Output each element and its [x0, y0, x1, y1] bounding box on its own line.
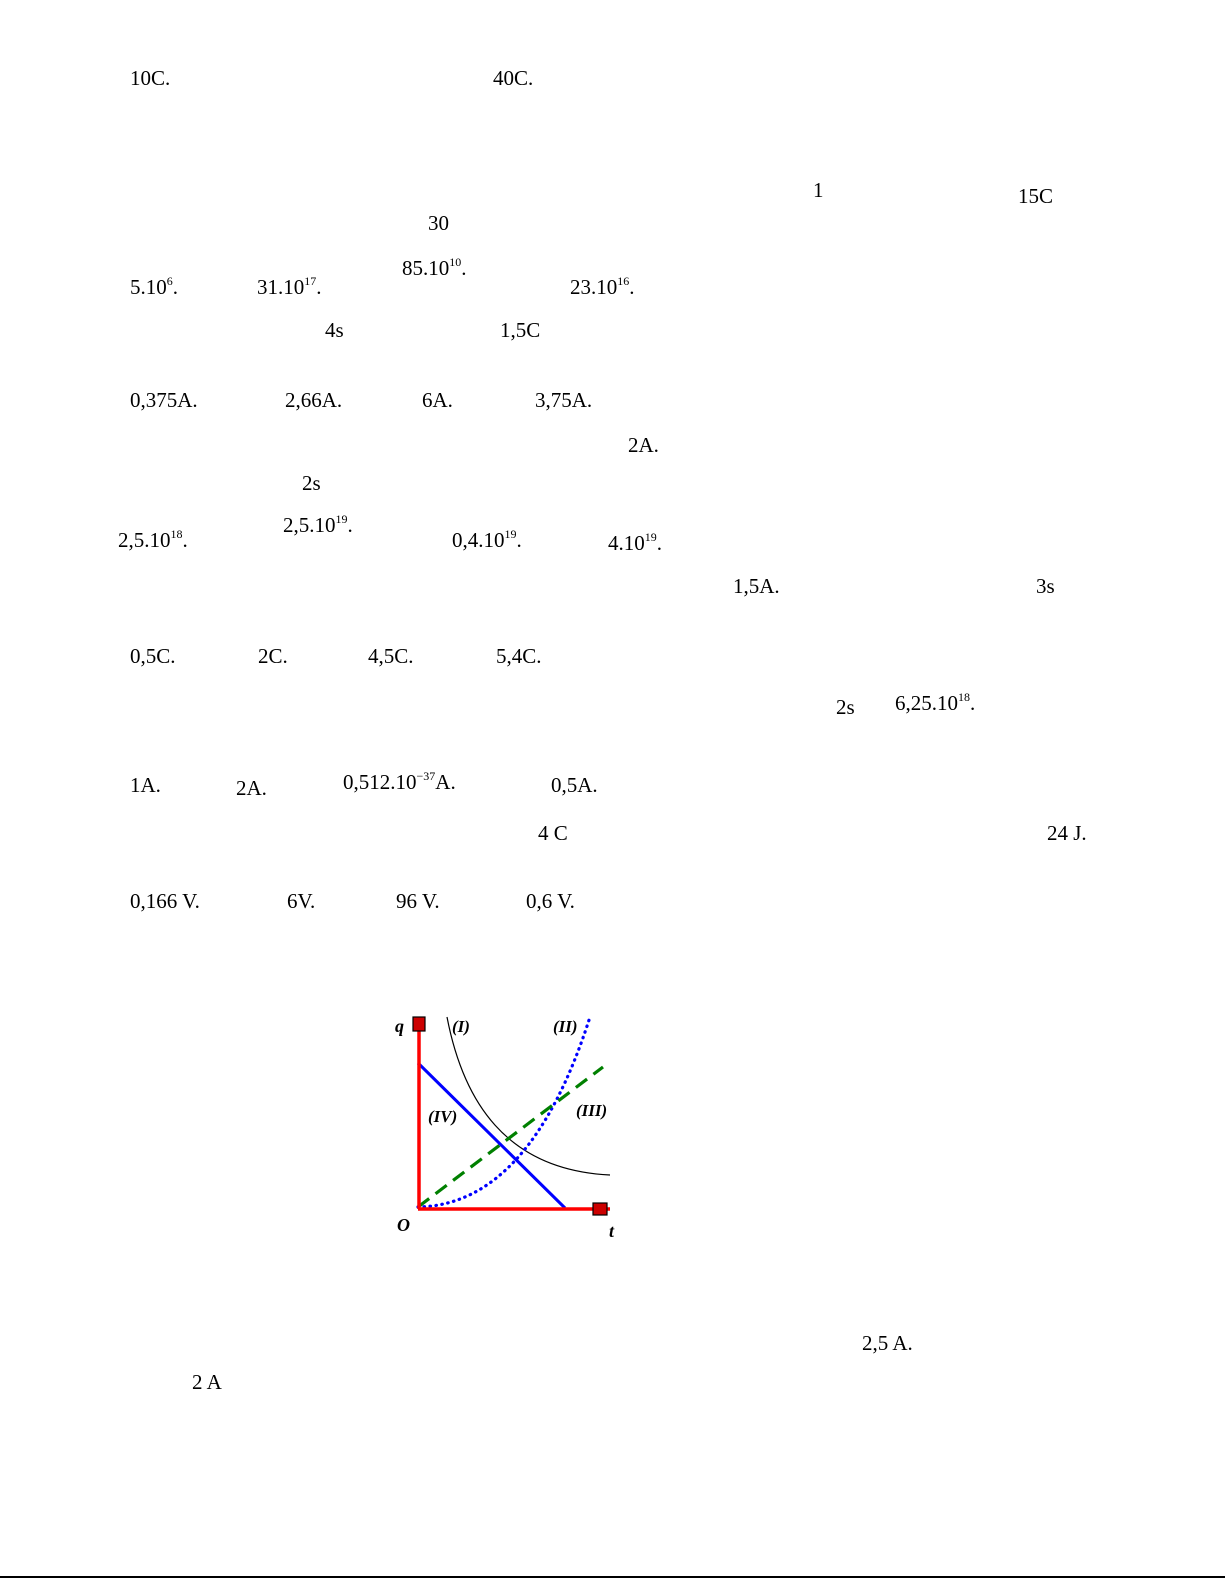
curve-label-iv: (IV) [428, 1107, 458, 1126]
answer-3-75a: 3,75A. [535, 388, 593, 412]
answer-0-5a: 0,5A. [551, 773, 598, 797]
text-2s: 2s [302, 471, 321, 495]
text-6-25e18: 6,25.10$^{18}$. [895, 690, 976, 715]
text-15c: 15C [1018, 184, 1054, 208]
text-2a-last: 2 A [192, 1370, 222, 1394]
answer-2-5e18: 2,5.10$^{18}$. [118, 527, 188, 552]
answer-31e17: 31.10$^{17}$. [257, 274, 322, 299]
text-40c: 40C. [493, 66, 534, 90]
answer-6a: 6A. [422, 388, 453, 412]
answer-5-4c: 5,4C. [496, 644, 542, 668]
text-1: 1 [813, 178, 824, 202]
answer-0-5c: 0,5C. [130, 644, 176, 668]
text-1-5a: 1,5A. [733, 574, 780, 598]
curve-label-ii: (II) [553, 1017, 578, 1036]
text-2s-q6: 2s [836, 695, 855, 719]
answer-4e19: 4.10$^{19}$. [608, 530, 662, 555]
text-24j: 24 J. [1047, 821, 1087, 845]
text-4s: 4s [325, 318, 344, 342]
curve-label-iii: (III) [576, 1101, 608, 1120]
q-axis-arrow-icon [413, 1017, 425, 1031]
answer-0-166v: 0,166 V. [130, 889, 200, 913]
answer-2-66a: 2,66A. [285, 388, 343, 412]
answer-0-375a: 0,375A. [130, 388, 198, 412]
answer-0-512e-37a: $0,512.10^{-37}A$. [343, 769, 456, 794]
t-axis-arrow-icon [593, 1203, 607, 1215]
origin-label: O [397, 1215, 410, 1235]
answer-4-5c: 4,5C. [368, 644, 414, 668]
text-30: 30 [428, 211, 449, 235]
answer-0-6v: 0,6 V. [526, 889, 575, 913]
answer-2c: 2C. [258, 644, 288, 668]
answer-96v: 96 V. [396, 889, 440, 913]
page-bottom-rule [0, 1576, 1225, 1578]
text-10c: 10C. [130, 66, 171, 90]
answer-1a: 1A. [130, 773, 161, 797]
answer-85e10: 85.10$^{10}$. [402, 255, 467, 280]
answer-5e6: 5.10$^6$. [130, 274, 178, 299]
text-2-5a: 2,5 A. [862, 1331, 913, 1355]
curve-iv [418, 1063, 565, 1208]
answer-23e16: 23.10$^{16}$. [570, 274, 635, 299]
curve-i [447, 1017, 610, 1175]
t-axis-label: t [609, 1221, 615, 1241]
answer-2a: 2A. [236, 776, 267, 800]
charge-time-graph [385, 1005, 625, 1245]
text-2a: 2A. [628, 433, 659, 457]
answer-0-4e19: 0,4.10$^{19}$. [452, 527, 522, 552]
q-axis-label: q [395, 1016, 404, 1036]
text-3s: 3s [1036, 574, 1055, 598]
answer-6v: 6V. [287, 889, 316, 913]
answer-2-5e19: 2,5.10$^{19}$. [283, 512, 353, 537]
text-1-5c: 1,5C [500, 318, 541, 342]
text-4c: 4 C [538, 821, 568, 845]
curve-label-i: (I) [452, 1017, 470, 1036]
curve-iii [418, 1067, 603, 1207]
